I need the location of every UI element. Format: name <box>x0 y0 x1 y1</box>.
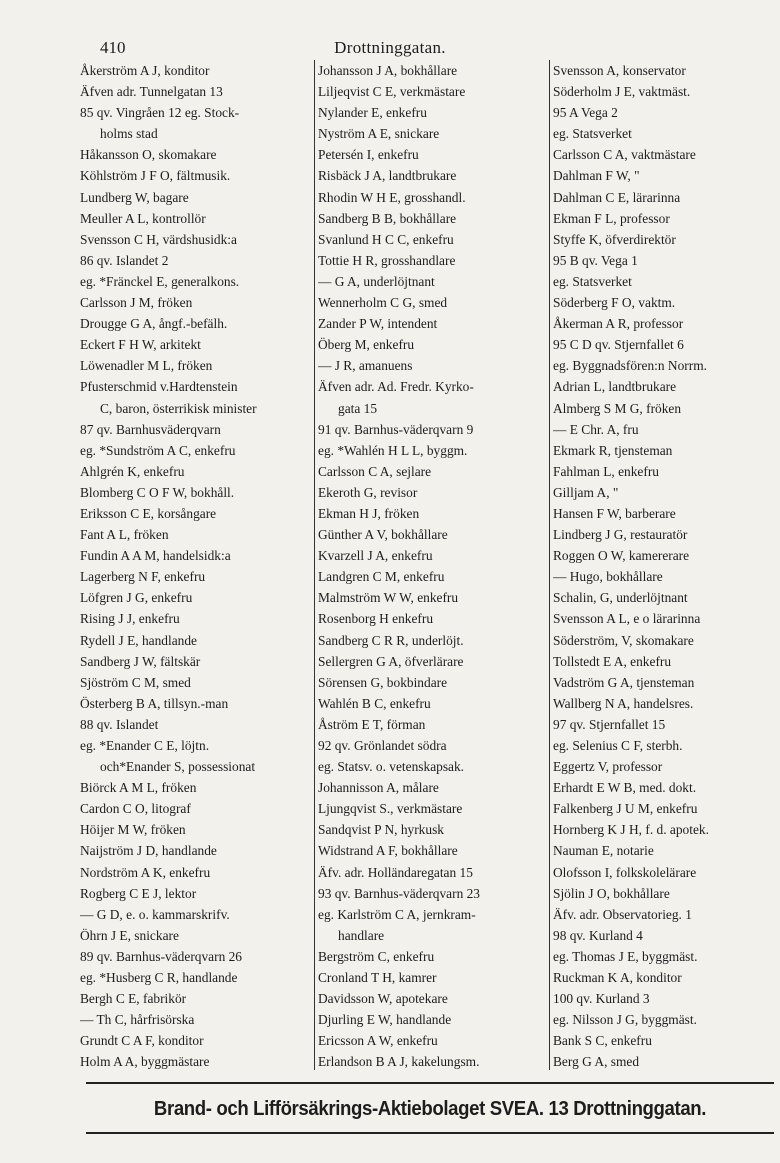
footer-rule <box>86 1082 774 1084</box>
directory-entry: Tottie H R, grosshandlare <box>318 252 456 268</box>
directory-entry: Styffe K, öfverdirektör <box>553 231 676 247</box>
directory-entry: Dahlman C E, lärarinna <box>553 189 681 205</box>
directory-entry: Rogberg C E J, lektor <box>80 885 197 901</box>
directory-entry: Almberg S M G, fröken <box>553 400 682 416</box>
directory-entry: 95 C D qv. Stjernfallet 6 <box>553 337 684 353</box>
directory-entry: Söderberg F O, vaktm. <box>553 295 676 311</box>
directory-entry: — Hugo, bokhållare <box>553 569 663 585</box>
directory-entry: 86 qv. Islandet 2 <box>80 252 169 268</box>
directory-entry: Erlandson B A J, kakelungsm. <box>318 1054 480 1070</box>
directory-entry: Höijer M W, fröken <box>80 822 186 838</box>
directory-entry: Köhlström J F O, fältmusik. <box>80 168 231 184</box>
directory-entry: 97 qv. Stjernfallet 15 <box>553 716 666 732</box>
directory-entry: Ericsson A W, enkefru <box>318 1033 438 1049</box>
directory-entry: Söderström, V, skomakare <box>553 632 694 648</box>
directory-entry: Schalin, G, underlöjtnant <box>553 590 688 606</box>
directory-entry: Holm A A, byggmästare <box>80 1054 210 1070</box>
directory-entry: Tollstedt E A, enkefru <box>553 653 672 669</box>
directory-entry: Bergh C E, fabrikör <box>80 991 187 1007</box>
directory-entry: 85 qv. Vingråen 12 eg. Stock- <box>80 105 240 121</box>
directory-entry: Carlsson C A, sejlare <box>318 463 432 479</box>
directory-entry: Ekman H J, fröken <box>318 505 420 521</box>
directory-column-1 <box>80 60 312 1072</box>
directory-entry: Johansson J A, bokhållare <box>318 63 458 78</box>
directory-entry: Carlsson C A, vaktmästare <box>553 147 696 163</box>
directory-entry: Bank S C, enkefru <box>553 1033 652 1049</box>
directory-entry: Äfven adr. Tunnelgatan 13 <box>80 84 223 100</box>
directory-entry: Öhrn J E, snickare <box>80 927 179 943</box>
directory-entry: Löfgren J G, enkefru <box>80 590 193 606</box>
directory-entry: Rhodin W H E, grosshandl. <box>318 189 466 205</box>
directory-entry: eg. Nilsson J G, byggmäst. <box>553 1012 697 1028</box>
directory-entry: Söderholm J E, vaktmäst. <box>553 84 691 100</box>
directory-entry: Ekmark R, tjensteman <box>553 442 673 458</box>
directory-entry: eg. Selenius C F, sterbh. <box>553 738 683 753</box>
directory-entry: 95 B qv. Vega 1 <box>553 252 638 268</box>
directory-entry: Widstrand A F, bokhållare <box>318 843 458 859</box>
directory-entry: Rising J J, enkefru <box>80 611 180 627</box>
directory-entry: Bergström C, enkefru <box>318 948 435 964</box>
directory-entry: Landgren C M, enkefru <box>318 569 445 585</box>
directory-entry: C, baron, österrikisk minister <box>100 400 257 416</box>
directory-entry: Åström E T, förman <box>318 716 426 732</box>
directory-entry: Ekman F L, professor <box>553 210 670 226</box>
directory-entry: Eriksson C E, korsångare <box>80 505 217 521</box>
directory-entry: Falkenberg J U M, enkefru <box>553 801 698 817</box>
directory-entry: Johannisson A, målare <box>318 780 439 796</box>
directory-entry: Davidsson W, apotekare <box>318 991 448 1007</box>
directory-entry: 91 qv. Barnhus-väderqvarn 9 <box>318 421 474 437</box>
directory-entry: — Th C, hårfrisörska <box>80 1012 195 1028</box>
directory-entry: Dahlman F W, " <box>553 168 640 184</box>
directory-entry: eg. Thomas J E, byggmäst. <box>553 948 698 964</box>
directory-entry: Sandqvist P N, hyrkusk <box>318 822 444 838</box>
directory-entry: Roggen O W, kamererare <box>553 548 690 564</box>
directory-entry: eg. *Husberg C R, handlande <box>80 970 238 986</box>
directory-entry: Olofsson I, folkskolelärare <box>553 864 697 880</box>
directory-entry: Eggertz V, professor <box>553 759 663 775</box>
page-header <box>0 38 780 60</box>
directory-entry: Lundberg W, bagare <box>80 189 189 205</box>
directory-entry: Fahlman L, enkefru <box>553 463 659 479</box>
directory-entry: Wallberg N A, handelsres. <box>553 695 694 711</box>
directory-entry: Äfv. adr. Observatorieg. 1 <box>553 906 692 922</box>
directory-entry: Adrian L, landtbrukare <box>553 379 677 395</box>
directory-entry: Vadström G A, tjensteman <box>553 674 695 690</box>
directory-entry: eg. *Fränckel E, generalkons. <box>80 273 240 289</box>
directory-entry: Österberg B A, tillsyn.-man <box>80 695 229 711</box>
directory-entry: Wahlén B C, enkefru <box>318 695 431 711</box>
directory-entry: Nyström A E, snickare <box>318 126 440 142</box>
directory-entry: eg. Statsv. o. vetenskapsak. <box>318 759 465 775</box>
directory-entry: — G D, e. o. kammarskrifv. <box>80 906 230 922</box>
directory-entry: Åkerman A R, professor <box>553 316 684 332</box>
directory-entry: Sjöström C M, smed <box>80 674 191 690</box>
directory-entry: handlare <box>338 927 385 943</box>
directory-entry: Lindberg J G, restauratör <box>553 527 688 543</box>
directory-entry: gata 15 <box>338 400 378 416</box>
directory-entry: 100 qv. Kurland 3 <box>553 991 650 1007</box>
directory-entry: Åkerström A J, konditor <box>80 63 210 78</box>
directory-entry: Svanlund H C C, enkefru <box>318 231 454 247</box>
running-title: Drottninggatan. <box>334 38 446 57</box>
directory-entry: Petersén I, enkefru <box>318 147 419 163</box>
directory-entry: eg. *Wahlén H L L, byggm. <box>318 442 468 458</box>
directory-entry: Biörck A M L, fröken <box>80 780 197 796</box>
directory-entry: Malmström W W, enkefru <box>318 590 459 606</box>
directory-entry: 92 qv. Grönlandet södra <box>318 738 447 753</box>
directory-entry: Äfv. adr. Holländaregatan 15 <box>318 864 473 880</box>
directory-entry: Drougge G A, ångf.-befälh. <box>80 316 228 332</box>
directory-entry: Günther A V, bokhållare <box>318 527 448 543</box>
directory-entry: 87 qv. Barnhusväderqvarn <box>80 421 221 437</box>
directory-entry: Löwenadler M L, fröken <box>80 358 213 374</box>
directory-entry: Naijström J D, handlande <box>80 843 217 859</box>
directory-entry: Svensson C H, värdshusidk:a <box>80 231 237 247</box>
directory-entry: Carlsson J M, fröken <box>80 295 193 311</box>
directory-entry: Eckert F H W, arkitekt <box>80 337 201 353</box>
directory-entry: Ljungqvist S., verkmästare <box>318 801 463 817</box>
directory-entry: Grundt C A F, konditor <box>80 1033 204 1049</box>
directory-entry: Berg G A, smed <box>553 1054 640 1070</box>
directory-entry: eg. Byggnadsfören:n Norrm. <box>553 358 707 374</box>
directory-entry: Äfven adr. Ad. Fredr. Kyrko- <box>318 379 474 395</box>
directory-entry: Sandberg C R R, underlöjt. <box>318 632 464 648</box>
directory-entry: eg. *Enander C E, löjtn. <box>80 738 210 753</box>
directory-entry: Sellergren G A, öfverlärare <box>318 653 464 669</box>
directory-entry: Öberg M, enkefru <box>318 337 415 353</box>
column-divider <box>549 60 550 1070</box>
directory-entry: Ahlgrén K, enkefru <box>80 463 185 479</box>
directory-column-3 <box>553 60 778 1072</box>
directory-entry: Sjölin J O, bokhållare <box>553 885 670 901</box>
directory-entry: eg. Statsverket <box>553 273 632 289</box>
directory-entry: 98 qv. Kurland 4 <box>553 927 643 943</box>
directory-entry: Hornberg K J H, f. d. apotek. <box>553 822 709 838</box>
directory-entry: Blomberg C O F W, bokhåll. <box>80 484 235 500</box>
directory-entry: Hansen F W, barberare <box>553 505 676 521</box>
directory-entry: — J R, amanuens <box>318 358 413 374</box>
directory-entry: 93 qv. Barnhus-väderqvarn 23 <box>318 885 481 901</box>
directory-entry: Nauman E, notarie <box>553 843 654 859</box>
directory-entry: Svensson A, konservator <box>553 63 686 78</box>
directory-entry: Liljeqvist C E, verkmästare <box>318 84 466 100</box>
directory-entry: Sandberg J W, fältskär <box>80 653 201 669</box>
directory-entry: 95 A Vega 2 <box>553 105 618 121</box>
directory-entry: Fant A L, fröken <box>80 527 169 543</box>
directory-entry: Gilljam A, " <box>553 484 619 500</box>
directory-entry: Sandberg B B, bokhållare <box>318 210 457 226</box>
directory-entry: och*Enander S, possessionat <box>100 759 256 775</box>
directory-entry: Håkansson O, skomakare <box>80 147 217 163</box>
directory-entry: holms stad <box>100 126 158 142</box>
directory-entry: Meuller A L, kontrollör <box>80 210 206 226</box>
directory-entry: 88 qv. Islandet <box>80 716 159 732</box>
directory-entry: Erhardt E W B, med. dokt. <box>553 780 697 796</box>
directory-entry: Rosenborg H enkefru <box>318 611 434 627</box>
directory-entry: eg. *Sundström A C, enkefru <box>80 442 236 458</box>
directory-entry: Risbäck J A, landtbrukare <box>318 168 457 184</box>
directory-entry: Wennerholm C G, smed <box>318 295 448 311</box>
directory-entry: — G A, underlöjtnant <box>318 273 435 289</box>
directory-entry: Sörensen G, bokbindare <box>318 674 448 690</box>
page-number: 410 <box>100 38 126 57</box>
directory-entry: Fundin A A M, handelsidk:a <box>80 548 231 564</box>
directory-entry: Nylander E, enkefru <box>318 105 427 121</box>
directory-entry: — E Chr. A, fru <box>553 421 639 437</box>
directory-entry: Rydell J E, handlande <box>80 632 197 648</box>
directory-entry: Pfusterschmid v.Hardtenstein <box>80 379 238 395</box>
directory-entry: Ruckman K A, konditor <box>553 970 682 986</box>
directory-entry: Cronland T H, kamrer <box>318 970 437 986</box>
directory-entry: Lagerberg N F, enkefru <box>80 569 206 585</box>
directory-entry: Kvarzell J A, enkefru <box>318 548 433 564</box>
directory-column-2 <box>318 60 545 1072</box>
directory-entry: Ekeroth G, revisor <box>318 484 418 500</box>
column-divider <box>314 60 315 1070</box>
directory-entry: Cardon C O, litograf <box>80 801 191 817</box>
directory-entry: Svensson A L, e o lärarinna <box>553 611 701 627</box>
directory-entry: 89 qv. Barnhus-väderqvarn 26 <box>80 948 243 964</box>
directory-entry: Nordström A K, enkefru <box>80 864 211 880</box>
footer-rule <box>86 1132 774 1134</box>
directory-entry: eg. Karlström C A, jernkram- <box>318 906 476 922</box>
directory-entry: Zander P W, intendent <box>318 316 438 332</box>
directory-entry: Djurling E W, handlande <box>318 1012 452 1028</box>
advertisement-banner: Brand- och Lifförsäkrings-Aktiebolaget SVEA. 13 Drottninggatan. <box>153 1098 707 1120</box>
directory-entry: eg. Statsverket <box>553 126 632 142</box>
